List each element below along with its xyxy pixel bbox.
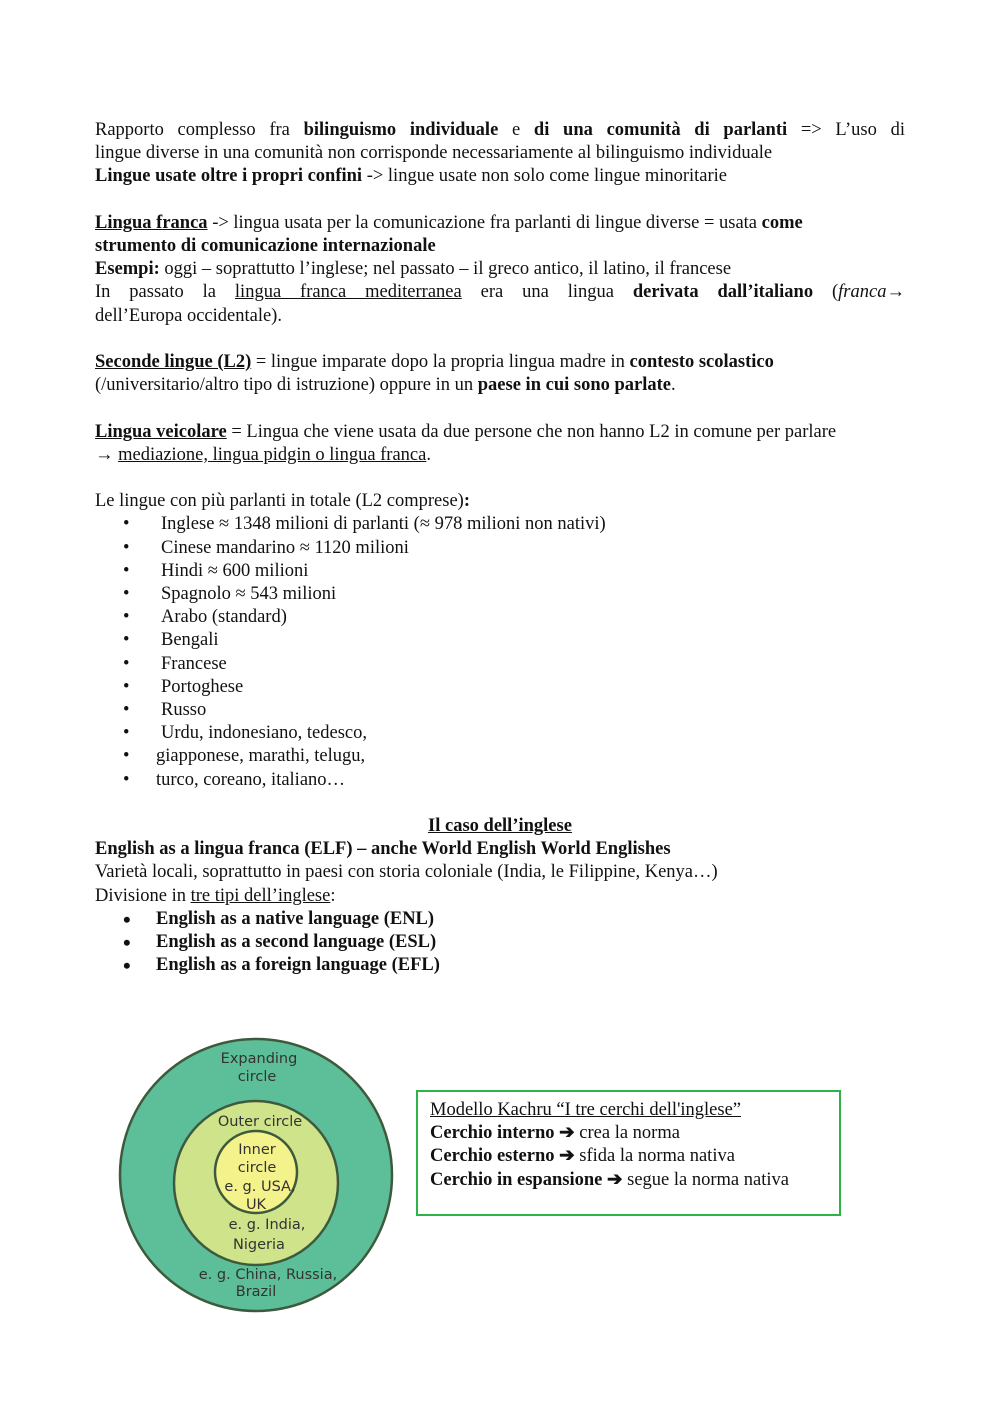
paragraph-lingua-veicolare: Lingua veicolare = Lingua che viene usata da due persone che non hanno L2 in comune per parlare bbox=[95, 421, 837, 442]
section-heading-inglese: Il caso dell’inglese bbox=[428, 816, 572, 837]
list-item: • English as a native language (ENL) bbox=[95, 908, 905, 931]
list-item: • Russo bbox=[95, 699, 905, 722]
paragraph-bilinguismo-line2: lingue diverse in una comunità non corrisponde necessariamente al bilinguismo individuale bbox=[95, 143, 773, 164]
outer-label: Outer circle bbox=[217, 1114, 303, 1130]
kachru-circles-diagram bbox=[117, 1036, 395, 1314]
list-item: • Cinese mandarino ≈ 1120 milioni bbox=[95, 537, 905, 560]
inner-label-1: Inner bbox=[238, 1142, 276, 1158]
list-item: • Hindi ≈ 600 milioni bbox=[95, 560, 905, 583]
paragraph-lingua-franca-line2: strumento di comunicazione internazionale bbox=[95, 236, 436, 256]
arrow-right-icon: ➔ bbox=[602, 1169, 628, 1190]
paragraph-seconde-lingue-line2: (/universitario/altro tipo di istruzione) oppure in un paese in cui sono parlate. bbox=[95, 375, 676, 396]
paragraph-mediterranea: In passato la lingua franca mediterranea era una lingua derivata dall’italiano (franca→ bbox=[95, 282, 905, 303]
list-item: • Inglese ≈ 1348 milioni di parlanti (≈ 978 milioni non nativi) bbox=[95, 513, 905, 536]
outer-eg-1: e. g. India, bbox=[228, 1217, 306, 1233]
languages-intro: Le lingue con più parlanti in totale (L2 comprese): bbox=[95, 491, 471, 512]
paragraph-mediterranea-line2: dell’Europa occidentale). bbox=[95, 305, 282, 326]
list-item: • giapponese, marathi, telugu, bbox=[95, 745, 905, 768]
paragraph-lingua-franca: Lingua franca -> lingua usata per la comunicazione fra parlanti di lingue diverse = usata come bbox=[95, 212, 803, 233]
inner-label-2: circle bbox=[237, 1160, 277, 1176]
list-item: • turco, coreano, italiano… bbox=[95, 769, 905, 792]
kachru-model-box bbox=[416, 1090, 841, 1216]
list-item: • Bengali bbox=[95, 629, 905, 652]
paragraph-confini: Lingue usate oltre i propri confini -> lingue usate non solo come lingue minoritarie bbox=[95, 166, 728, 187]
arrow-right-icon: ➔ bbox=[554, 1146, 580, 1167]
kachru-row-esterno: Cerchio esterno ➔ sfida la norma nativa bbox=[430, 1146, 735, 1167]
document-body bbox=[95, 119, 905, 977]
english-types-list bbox=[95, 908, 905, 978]
inner-label-4: UK bbox=[245, 1197, 267, 1213]
list-item: • English as a second language (ESL) bbox=[95, 931, 905, 954]
kachru-title: Modello Kachru “I tre cerchi dell'inglese” bbox=[430, 1100, 742, 1120]
outer-eg-2: Nigeria bbox=[233, 1237, 285, 1253]
kachru-row-espansione: Cerchio in espansione ➔ segue la norma nativa bbox=[430, 1169, 789, 1190]
languages-list bbox=[95, 513, 905, 791]
paragraph-bilinguismo-line1: Rapporto complesso fra bilinguismo individuale e di una comunità di parlanti => L’uso di bbox=[95, 120, 905, 140]
expanding-label-1: Expanding bbox=[220, 1051, 298, 1067]
list-item: • Spagnolo ≈ 543 milioni bbox=[95, 583, 905, 606]
kachru-circles-svg bbox=[117, 1036, 395, 1314]
inner-label-3: e. g. USA, bbox=[224, 1179, 296, 1195]
expanding-label-2: circle bbox=[237, 1069, 277, 1085]
paragraph-lingua-veicolare-line2: → mediazione, lingua pidgin o lingua franca. bbox=[95, 444, 431, 465]
list-item: • Arabo (standard) bbox=[95, 606, 905, 629]
arrow-right-icon: ➔ bbox=[554, 1123, 580, 1144]
list-item: • Portoghese bbox=[95, 676, 905, 699]
list-item: • English as a foreign language (EFL) bbox=[95, 954, 905, 977]
paragraph-varieta: Varietà locali, soprattutto in paesi con storia coloniale (India, le Filippine, Kenya…) bbox=[95, 862, 718, 883]
paragraph-elf: English as a lingua franca (ELF) – anche World English World Englishes bbox=[95, 839, 671, 860]
expanding-eg-2: Brazil bbox=[235, 1284, 277, 1300]
paragraph-esempi: Esempi: oggi – soprattutto l’inglese; nel passato – il greco antico, il latino, il francese bbox=[95, 259, 732, 280]
paragraph-divisione: Divisione in tre tipi dell’inglese: bbox=[95, 885, 336, 906]
paragraph-seconde-lingue: Seconde lingue (L2) = lingue imparate dopo la propria lingua madre in contesto scolastico bbox=[95, 352, 774, 372]
expanding-eg-1: e. g. China, Russia, bbox=[198, 1267, 338, 1283]
list-item: • Francese bbox=[95, 653, 905, 676]
kachru-row-interno: Cerchio interno ➔ crea la norma bbox=[430, 1123, 680, 1144]
list-item: • Urdu, indonesiano, tedesco, bbox=[95, 722, 905, 745]
